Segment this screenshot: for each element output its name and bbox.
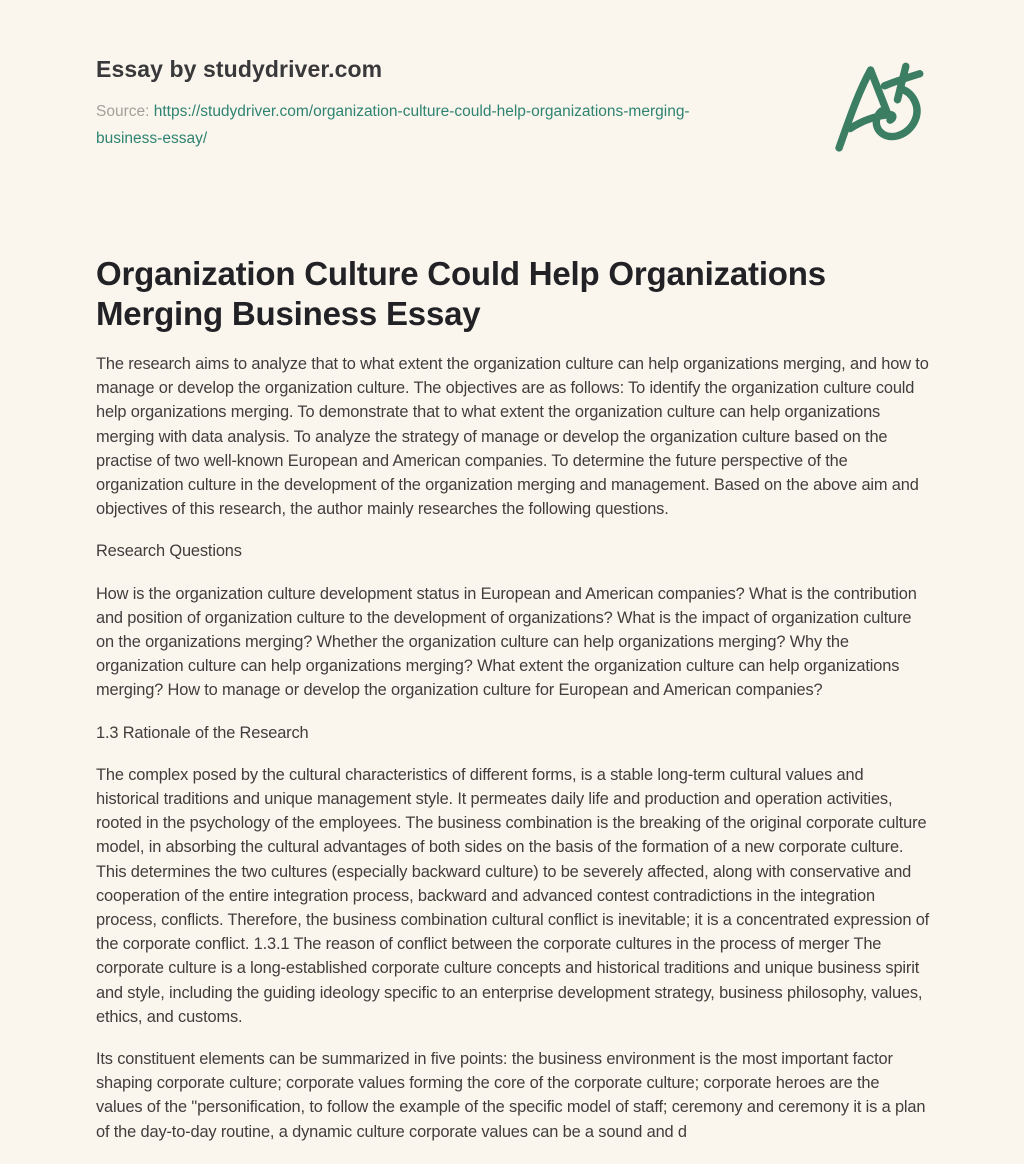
source-line	[96, 98, 751, 152]
source-url-link[interactable]: https://studydriver.com/organization-culture-could-help-organizations-merging-business-essay/	[96, 103, 690, 147]
essay-title: Organization Culture Could Help Organizations Merging Business Essay	[96, 255, 826, 332]
site-title: Essay by studydriver.com	[96, 56, 383, 82]
essay-paragraph-rationale: The complex posed by the cultural characteristics of different forms, is a stable long-term cultural values and historical traditions and unique management style. It permeates daily life and production and operation activities, rooted in the psychology of the employees. The business combination is the breaking of the original corporate culture model, in absorbing the cultural advantages of both sides on the basis of the formation of a new corporate culture. This determines the two cultures (especially backward culture) to be severely affected, along with conservative and cooperation of the entire integration process, backward and advanced contest contradictions in the integration process, conflicts. Therefore, the business combination cultural conflict is inevitable; it is a concentrated expression of the corporate conflict. 1.3.1 The reason of conflict between the corporate cultures in the process of merger The corporate culture is a long-established corporate culture concepts and historical traditions and unique business spirit and style, including the guiding ideology specific to an enterprise development strategy, business philosophy, values, ethics, and customs.	[96, 765, 930, 1026]
essay-paragraph-aims-objectives: The research aims to analyze that to what extent the organization culture can help organizations merging, and how to manage or develop the organization culture. The objectives are as follows: To identify the organization culture could help organizations merging. To demonstrate that to what extent the organization culture can help organizations merging with data analysis. To analyze the strategy of manage or develop the organization culture based on the practise of two well-known European and American companies. To determine the future perspective of the organization culture in the development of the organization merging and management. Based on the above aim and objectives of this research, the author mainly researches the following questions.	[96, 355, 929, 519]
source-label: Source:	[96, 103, 150, 120]
header-text-block	[96, 56, 751, 152]
studydriver-a-plus-logo-icon	[826, 58, 930, 160]
essay-paragraph-constituent-elements: Its constituent elements can be summarized in five points: the business environment is the most important factor shaping corporate culture; corporate values forming the core of the corporate culture; corporate heroes are the values of the "personification, to follow the example of the specific model of staff; ceremony and ceremony it is a plan of the day-to-day routine, a dynamic culture corporate values can be a sound and d	[96, 1050, 926, 1141]
section-heading-rationale: 1.3 Rationale of the Research	[96, 723, 309, 742]
essay-paragraph-research-questions: How is the organization culture development status in European and American companies? What is the contribution and position of organization culture to the development of organizations? What is the impact of organization culture on the organizations merging? Whether the organization culture can help organizations merging? Why the organization culture can help organizations merging? What extent the organization culture can help organizations merging? How to manage or develop the organization culture for European and American companies?	[96, 584, 917, 700]
section-heading-research-questions: Research Questions	[96, 542, 242, 561]
page-header	[96, 56, 930, 160]
